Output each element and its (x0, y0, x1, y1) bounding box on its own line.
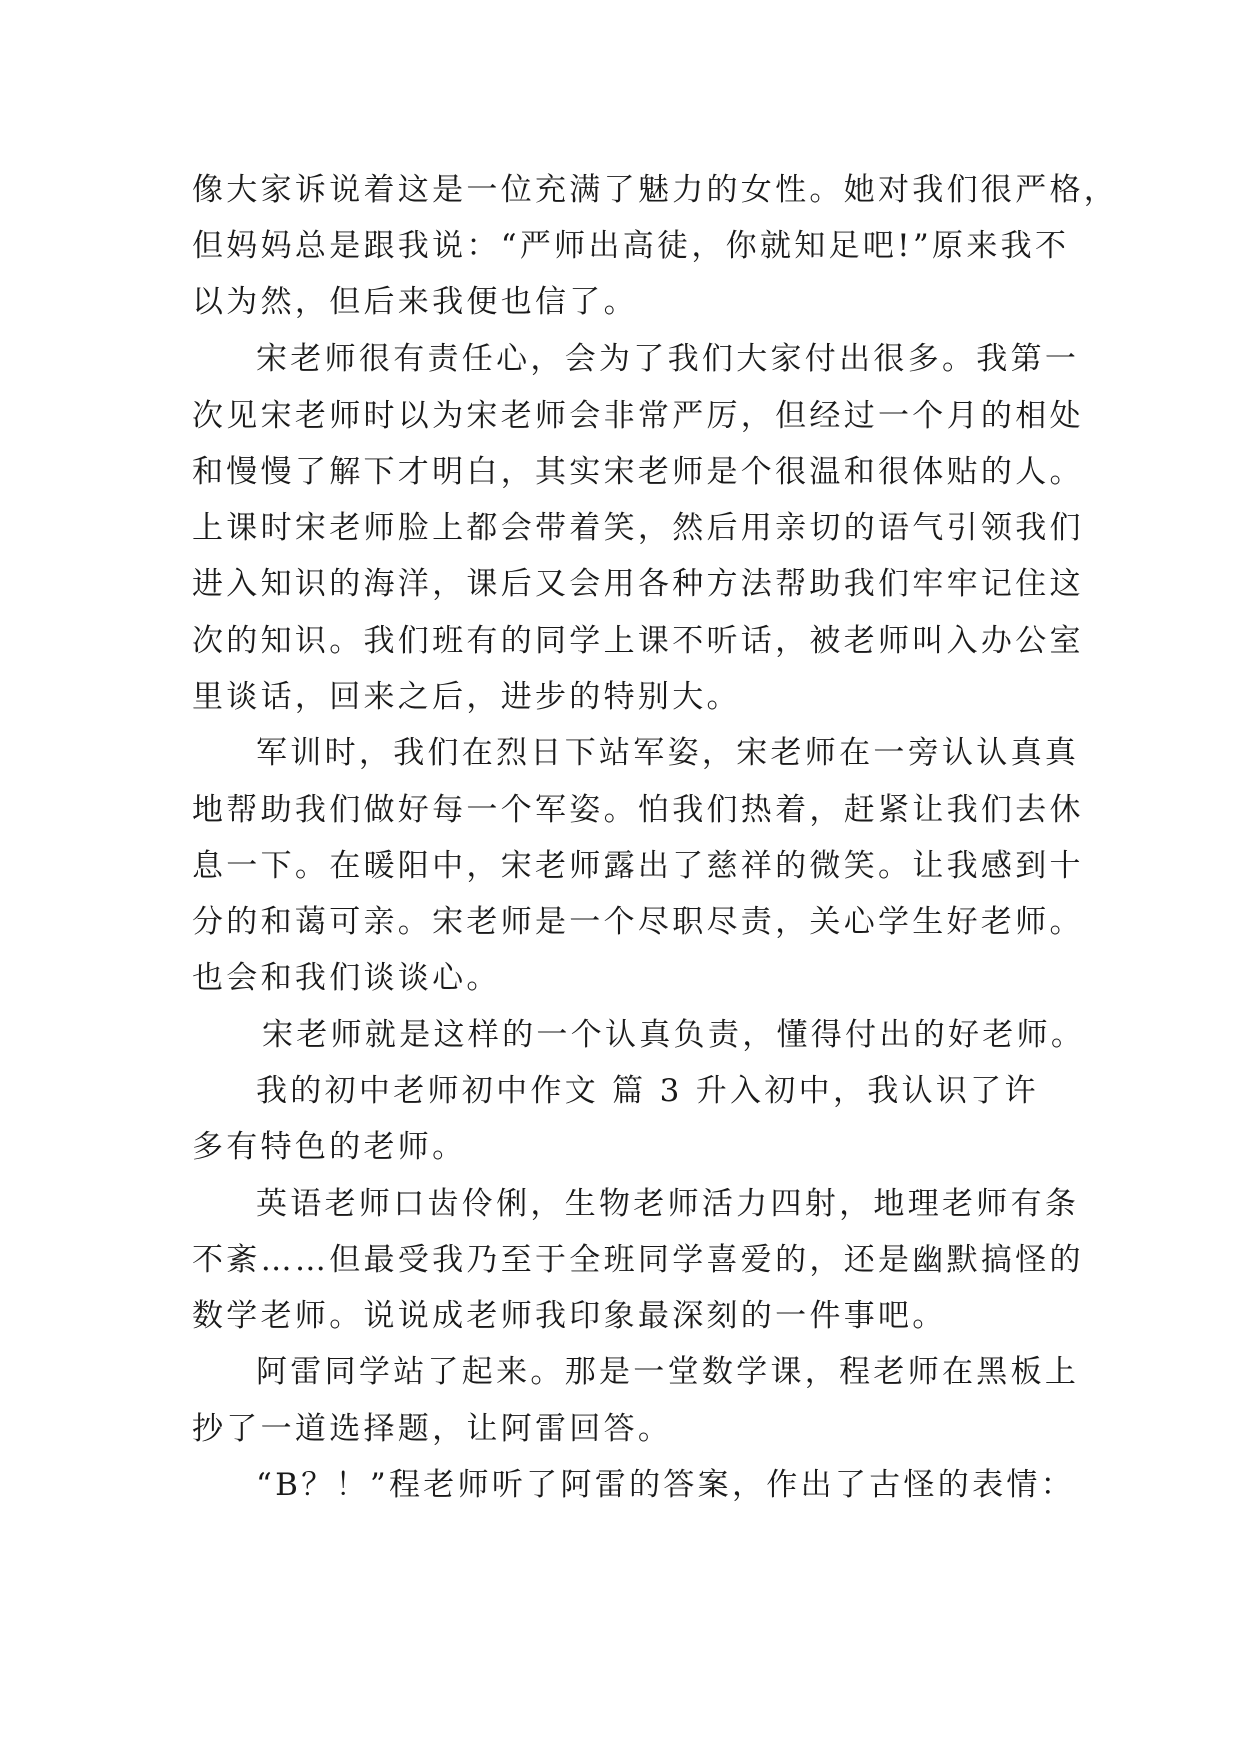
text-line: 进入知识的海洋，课后又会用各种方法帮助我们牢牢记住这 (192, 566, 1084, 602)
text-line: 但妈妈总是跟我说：“严师出高徒，你就知足吧!”原来我不 (192, 228, 1070, 264)
paragraph-start-line: “B？！”程老师听了阿雷的答案，作出了古怪的表情： (256, 1467, 1075, 1503)
text-line: 息一下。在暖阳中，宋老师露出了慈祥的微笑。让我感到十 (192, 848, 1084, 884)
text-line: 不紊……但最受我乃至于全班同学喜爱的，还是幽默搞怪的 (192, 1242, 1084, 1278)
text-line: 次见宋老师时以为宋老师会非常严厉，但经过一个月的相处 (192, 398, 1084, 434)
text-line: 上课时宋老师脸上都会带着笑，然后用亲切的语气引领我们 (192, 510, 1084, 546)
paragraph-start-line: 宋老师很有责任心，会为了我们大家付出很多。我第一 (256, 341, 1080, 377)
text-line: 多有特色的老师。 (192, 1129, 467, 1165)
paragraph-start-line: 英语老师口齿伶俐，生物老师活力四射，地理老师有条 (256, 1186, 1080, 1222)
text-line: 和慢慢了解下才明白，其实宋老师是个很温和很体贴的人。 (192, 454, 1084, 490)
text-line: 像大家诉说着这是一位充满了魅力的女性。她对我们很严格， (192, 172, 1119, 208)
text-line: 地帮助我们做好每一个军姿。怕我们热着，赶紧让我们去休 (192, 792, 1084, 828)
paragraph-start-line: 宋老师就是这样的一个认真负责，懂得付出的好老师。 (262, 1017, 1086, 1053)
text-line: 也会和我们谈谈心。 (192, 960, 501, 996)
text-line: 以为然，但后来我便也信了。 (192, 284, 638, 320)
paragraph-start-line: 军训时，我们在烈日下站军姿，宋老师在一旁认认真真 (256, 735, 1080, 771)
paragraph-start-line: 阿雷同学站了起来。那是一堂数学课，程老师在黑板上 (256, 1354, 1080, 1390)
text-line: 数学老师。说说成老师我印象最深刻的一件事吧。 (192, 1298, 947, 1334)
text-line: 次的知识。我们班有的同学上课不听话，被老师叫入办公室 (192, 623, 1084, 659)
text-line: 抄了一道选择题，让阿雷回答。 (192, 1411, 673, 1447)
text-line: 里谈话，回来之后，进步的特别大。 (192, 679, 741, 715)
text-line: 分的和蔼可亲。宋老师是一个尽职尽责，关心学生好老师。 (192, 904, 1084, 940)
section-heading-line: 我的初中老师初中作文 篇 3 升入初中，我认识了许 (256, 1073, 1039, 1109)
